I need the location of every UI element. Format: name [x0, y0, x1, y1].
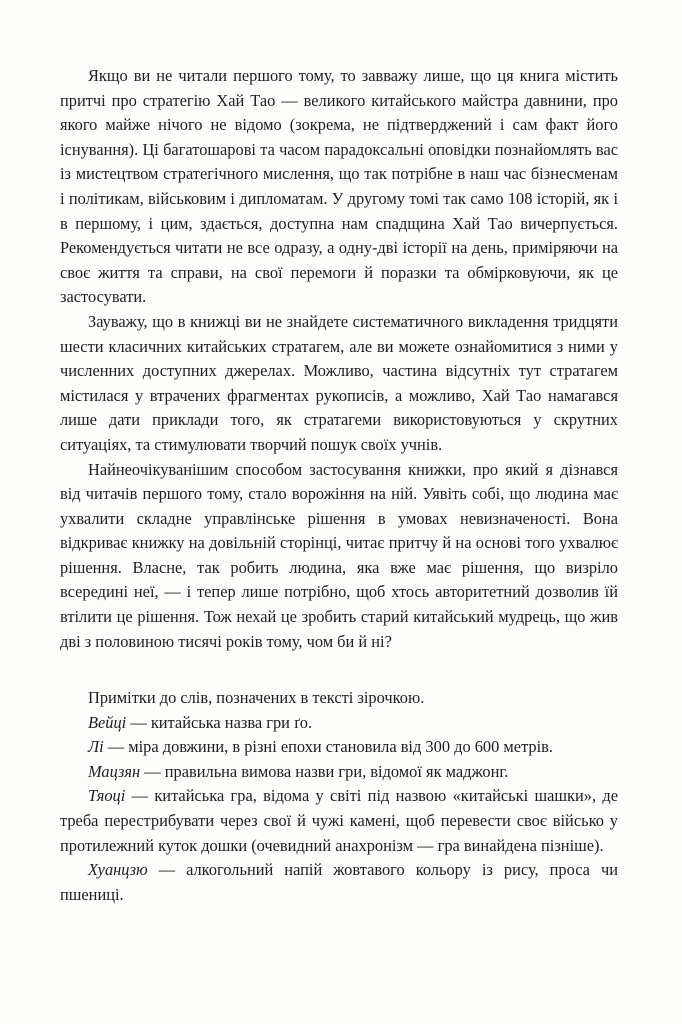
note-definition: — китайська гра, відома у світі під назвою «китайські шашки», де треба перестрибувати через свої й чужі камені, щоб перевести своє військо у протилежний куток дошки (очевидний анахронізм — гра винайдена пізніше). [60, 786, 618, 855]
note-term: Хуанцзю [88, 860, 148, 880]
note-term: Тяоці [88, 786, 126, 806]
note-definition: — китайська назва гри ґо. [126, 712, 313, 732]
note-item [60, 735, 618, 760]
note-definition: — правильна вимова назви гри, відомої як маджонг. [140, 761, 509, 781]
main-text [60, 64, 618, 654]
note-term: Мацзян [88, 761, 141, 781]
note-item [60, 760, 618, 785]
footnotes-section [60, 686, 618, 907]
note-definition: — міра довжини, в різні епохи становила від 300 до 600 метрів. [103, 737, 554, 757]
paragraph-2: Зауважу, що в книжці ви не знайдете систематичного викладення тридцяти шести класичних китайських стратагем, але ви можете ознайомитися з ними у численних доступних джерелах. Можливо, частина відсутніх тут стратагем містилася у втрачених фрагментах рукописів, а можливо, Хай Тао намагався лише дати приклади того, як стратагеми використовуються у скрутних ситуаціях, та стимулювати творчий пошук своїх учнів. [60, 311, 618, 454]
note-item [60, 711, 618, 736]
paragraph-1: Якщо ви не читали першого тому, то завважу лише, що ця книга містить притчі про стратегію Хай Тао — великого китайського майстра давнини, про якого майже нічого не відомо (зокрема, не підтверджений і сам факт його існування). Ці багатошарові та часом парадоксальні оповідки познайомлять вас із мистецтвом стратегічного мислення, що так потрібне в наш час бізнесменам і політикам, військовим і дипломатам. У другому томі так само 108 історій, як і в першому, і цим, здається, доступна нам спадщина Хай Тао вичерпується. Рекомендується читати не все одразу, а одну-дві історії на день, приміряючи на своє життя та справи, на свої перемоги й поразки та обмірковуючи, як це застосувати. [60, 66, 618, 307]
note-item [60, 858, 618, 907]
notes-intro: Примітки до слів, позначених в тексті зірочкою. [88, 688, 425, 707]
paragraph-3: Найнеочікуванішим способом застосування книжки, про який я дізнався від читачів першого тому, стало ворожіння на ній. Уявіть собі, що людина має ухвалити складне управлінське рішення в умовах невизначеності. Вона відкриває книжку на довільній сторінці, читає притчу й на основі того ухвалює рішення. Власне, так робить людина, яка вже має рішення, що визріло всередині неї, — і тепер лише потрібно, щоб хтось авторитетний дозволив їй втілити це рішення. Тож нехай це зробить старий китайський мудрець, що жив дві з половиною тисячі років тому, чом би й ні? [60, 459, 618, 651]
note-term: Лі [88, 737, 104, 757]
note-term: Вейці [88, 712, 127, 732]
note-definition: — алкогольний напій жовтавого кольору із рису, проса чи пшениці. [60, 860, 618, 904]
note-item [60, 784, 618, 858]
